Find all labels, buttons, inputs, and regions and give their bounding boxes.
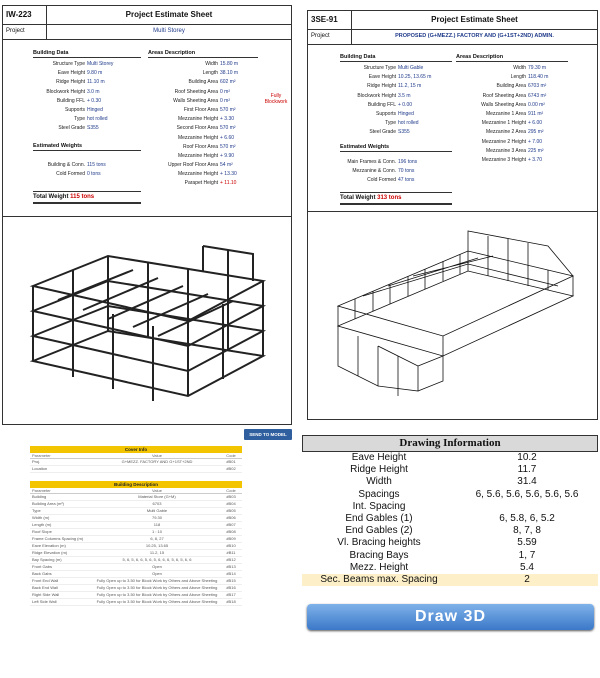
data-row bbox=[33, 170, 141, 179]
row-value: 0.00 m² bbox=[528, 101, 545, 108]
drawing-info-row bbox=[302, 476, 598, 488]
drawing-info-value[interactable]: 6, 5.6, 5.6, 5.6, 5.6, 5.6 bbox=[475, 488, 579, 500]
data-row bbox=[33, 78, 141, 87]
table-cell: 6, 8, 27 bbox=[150, 536, 164, 541]
row-value: + 13.30 bbox=[220, 171, 237, 178]
project-value: PROPOSED (G+MEZZ.) FACTORY AND (G+1ST+2ND) ADMIN. bbox=[395, 33, 554, 39]
project-value: Multi Storey bbox=[153, 28, 185, 34]
total-weight: Total Weight 313 tons bbox=[340, 192, 452, 205]
row-value: 9.80 m bbox=[87, 70, 103, 77]
data-row bbox=[33, 161, 141, 170]
table-row bbox=[30, 543, 242, 550]
table-row bbox=[30, 557, 242, 564]
table-cell: Left Side Wall bbox=[32, 599, 57, 604]
row-label: First Floor Area bbox=[183, 106, 218, 113]
table-row bbox=[30, 529, 242, 536]
table-cell: 79.30 bbox=[151, 515, 162, 520]
row-label: Type bbox=[385, 120, 396, 127]
data-row bbox=[148, 78, 258, 87]
data-row bbox=[456, 64, 568, 73]
drawing-info-label: Ridge Height bbox=[350, 464, 408, 476]
row-value: 115 tons bbox=[87, 162, 106, 168]
table-cell: #B17 bbox=[226, 592, 236, 597]
row-label: Blockwork Height bbox=[357, 92, 396, 99]
draw-3d-button[interactable]: Draw 3D bbox=[307, 604, 594, 630]
row-label: Mezzanine Height bbox=[177, 171, 218, 178]
row-value: hot rolled bbox=[398, 120, 419, 127]
data-row bbox=[340, 110, 452, 119]
building-data-header: Building Data bbox=[33, 50, 141, 58]
areas-header: Areas Description bbox=[456, 54, 568, 62]
table-cell: G+MEZZ. FACTORY AND G+1ST+2ND bbox=[121, 459, 193, 464]
drawing-information-panel bbox=[302, 435, 598, 586]
row-label: Structure Type bbox=[52, 61, 85, 67]
table-cell: Back Gabs bbox=[32, 571, 52, 576]
drawing-info-label: Mezz. Height bbox=[349, 561, 409, 573]
data-row bbox=[456, 73, 568, 82]
table-cell: Location bbox=[32, 466, 48, 471]
row-label: Cold Formed bbox=[56, 171, 85, 178]
row-label: Width bbox=[205, 61, 218, 67]
row-value: 602 m² bbox=[220, 79, 236, 86]
data-row bbox=[148, 134, 258, 143]
row-label: Mezzanine 2 Height bbox=[481, 138, 526, 145]
total-weight: Total Weight 115 tons bbox=[33, 191, 141, 204]
row-label: Mezzanine Height bbox=[177, 116, 218, 123]
table-cell: Fully Open up to 3.50 for Block Work by Others and Above Sheeting bbox=[96, 592, 218, 597]
data-row bbox=[33, 88, 141, 97]
row-label: Steel Grade bbox=[58, 125, 85, 132]
row-label: Upper Roof Floor Area bbox=[167, 162, 218, 169]
row-label: Main Frames & Conn. bbox=[347, 159, 396, 165]
table-cell: #B06 bbox=[226, 515, 236, 520]
right-estimate-sheet bbox=[307, 10, 598, 420]
fully-blockwork-note: Fully Blockwork bbox=[264, 93, 288, 105]
data-row bbox=[340, 176, 452, 185]
table-cell: #B02 bbox=[226, 466, 236, 471]
project-row bbox=[3, 25, 291, 40]
row-label: Walls Sheeting Area bbox=[173, 97, 218, 104]
data-row bbox=[33, 69, 141, 78]
building-data-section bbox=[340, 54, 452, 138]
weights-section bbox=[340, 144, 452, 205]
table-cell: Open bbox=[152, 571, 162, 576]
row-label: Building & Conn. bbox=[47, 162, 85, 168]
row-label: Length bbox=[202, 70, 218, 77]
row-value: S355 bbox=[87, 125, 99, 132]
table-row bbox=[30, 508, 242, 515]
data-row bbox=[340, 158, 452, 167]
table-row bbox=[30, 578, 242, 585]
table-cell: Roof Slope bbox=[32, 529, 52, 534]
data-row bbox=[33, 106, 141, 115]
row-value: 225 m² bbox=[528, 147, 544, 154]
table-cell bbox=[94, 466, 220, 472]
cover-info-title: Cover Info bbox=[30, 446, 242, 453]
drawing-info-value[interactable]: 2 bbox=[524, 573, 530, 585]
drawing-info-row bbox=[302, 501, 598, 513]
data-row bbox=[148, 179, 258, 188]
row-label: Mezzanine Height bbox=[177, 134, 218, 141]
row-label: Mezzanine 3 Height bbox=[481, 156, 526, 163]
data-row bbox=[148, 170, 258, 179]
cover-info-sheet bbox=[30, 446, 242, 606]
row-value: 0 m² bbox=[220, 97, 230, 104]
table-cell: Bay Spacing (m) bbox=[32, 557, 62, 562]
data-row bbox=[148, 97, 258, 106]
data-row bbox=[456, 82, 568, 91]
project-label: Project bbox=[308, 30, 352, 44]
table-cell: #B15 bbox=[226, 578, 236, 583]
row-label: Mezzanine Height bbox=[177, 152, 218, 159]
drawing-info-value[interactable]: 1, 7 bbox=[518, 549, 536, 561]
table-cell: Open bbox=[152, 564, 162, 569]
row-label: Length bbox=[510, 74, 526, 81]
drawing-info-label: End Gables (2) bbox=[345, 525, 413, 537]
table-cell: Ridge Elevation (m) bbox=[32, 550, 68, 555]
table-row bbox=[30, 599, 242, 606]
row-value: + 11.10 bbox=[220, 180, 237, 187]
row-label: Eave Height bbox=[57, 70, 85, 77]
row-value: 47 tons bbox=[398, 177, 415, 184]
data-row bbox=[33, 60, 141, 69]
data-row bbox=[340, 73, 452, 82]
data-row bbox=[148, 69, 258, 78]
building-description-columns: Parameter Value Code bbox=[30, 488, 242, 494]
data-row bbox=[340, 167, 452, 176]
row-value: Hinged bbox=[87, 106, 103, 113]
row-value: + 0.00 bbox=[398, 101, 413, 108]
drawing-info-value[interactable]: 6, 5.8, 6, 5.2 bbox=[499, 512, 555, 524]
row-value: 70 tons bbox=[398, 168, 415, 175]
drawing-info-row bbox=[302, 525, 598, 537]
table-cell: #B10 bbox=[226, 543, 236, 548]
weights-section bbox=[33, 143, 141, 204]
row-value: 118.40 m bbox=[528, 74, 549, 81]
sheet-header bbox=[3, 6, 291, 25]
data-row bbox=[340, 101, 452, 110]
row-value: 570 m² bbox=[220, 106, 236, 113]
table-cell: Building bbox=[32, 494, 47, 499]
row-label: Building Area bbox=[188, 79, 218, 86]
table-row bbox=[30, 564, 242, 571]
data-row bbox=[340, 119, 452, 128]
areas-section bbox=[456, 54, 568, 165]
table-row bbox=[30, 592, 242, 599]
table-row bbox=[30, 522, 242, 529]
areas-header: Areas Description bbox=[148, 50, 258, 58]
data-row bbox=[33, 115, 141, 124]
table-cell: #B08 bbox=[226, 529, 236, 534]
table-cell: 1 : 10 bbox=[151, 529, 162, 534]
row-value: 196 tons bbox=[398, 159, 418, 165]
table-cell: #B07 bbox=[226, 522, 236, 527]
table-cell: 11.2, 15 bbox=[149, 550, 165, 555]
sheet-code: 3SE-91 bbox=[308, 11, 352, 29]
row-value: + 3.30 bbox=[220, 116, 235, 123]
data-row bbox=[148, 152, 258, 161]
table-cell: #B16 bbox=[226, 585, 236, 590]
table-cell: 6703 bbox=[152, 501, 162, 506]
drawing-info-row bbox=[302, 537, 598, 549]
drawing-info-value[interactable]: 8, 7, 8 bbox=[513, 525, 541, 537]
row-label: Roof Sheeting Area bbox=[482, 92, 526, 99]
row-value: + 6.00 bbox=[528, 120, 543, 127]
row-value: 11.10 m bbox=[87, 79, 105, 86]
table-cell: Eave Elevation (m) bbox=[32, 543, 66, 548]
row-value: S355 bbox=[398, 129, 410, 136]
table-cell: Fully Open up to 3.50 for Block Work by Others and Above Sheeting bbox=[96, 578, 218, 583]
table-cell: Material Store (G+M) bbox=[138, 494, 176, 499]
table-cell: Right Side Wall bbox=[32, 592, 60, 597]
row-label: Type bbox=[74, 116, 85, 123]
data-row bbox=[33, 124, 141, 133]
table-cell: Type bbox=[32, 508, 41, 513]
drawing-info-label: Spacings bbox=[358, 488, 400, 500]
row-value: + 0.30 bbox=[87, 97, 102, 104]
table-cell: #B18 bbox=[226, 599, 236, 604]
row-label: Mezzanine & Conn. bbox=[352, 168, 396, 175]
table-cell: #B14 bbox=[226, 571, 236, 576]
drawing-info-row bbox=[302, 464, 598, 476]
row-value: 3.0 m bbox=[87, 88, 100, 95]
weights-header: Estimated Weights bbox=[33, 143, 141, 151]
drawing-info-label: End Gables (1) bbox=[345, 512, 413, 524]
table-cell: Front End Wall bbox=[32, 578, 59, 583]
table-cell: Length (m) bbox=[32, 522, 52, 527]
row-label: Steel Grade bbox=[369, 129, 396, 136]
table-cell: #B13 bbox=[226, 564, 236, 569]
drawing-info-value[interactable] bbox=[456, 501, 598, 513]
sheet-code: IW-223 bbox=[3, 6, 47, 24]
row-label: Mezzanine 1 Area bbox=[485, 110, 526, 117]
data-row bbox=[340, 128, 452, 137]
table-cell: Fully Open up to 3.50 for Block Work by Others and Above Sheeting bbox=[96, 599, 218, 604]
data-row bbox=[456, 138, 568, 147]
data-row bbox=[456, 110, 568, 119]
row-label: Building FFL bbox=[367, 101, 396, 108]
row-label: Walls Sheeting Area bbox=[481, 101, 526, 108]
building-data-section bbox=[33, 50, 141, 134]
row-label: Roof Sheeting Area bbox=[174, 88, 218, 95]
row-label: Structure Type bbox=[363, 65, 396, 71]
table-cell: #B12 bbox=[226, 557, 236, 562]
drawing-info-value[interactable]: 5.4 bbox=[520, 561, 534, 573]
building-data-header: Building Data bbox=[340, 54, 452, 62]
row-value: 3.5 m bbox=[398, 92, 411, 99]
row-value: 38.10 m bbox=[220, 70, 239, 77]
drawing-info-row bbox=[302, 562, 598, 574]
row-label: Eave Height bbox=[368, 74, 396, 81]
table-cell: 5, 6, 5, 6, 6, 5, 6, 5, 6, 6, 6, 5, 6, 5, 6, 6 bbox=[122, 557, 192, 562]
sheet-title: Project Estimate Sheet bbox=[431, 15, 518, 24]
table-row bbox=[30, 494, 242, 501]
project-row bbox=[308, 30, 597, 45]
data-row bbox=[33, 97, 141, 106]
data-row bbox=[456, 128, 568, 137]
table-cell: Multi Gable bbox=[146, 508, 168, 513]
row-value: 15.80 m bbox=[220, 61, 239, 67]
row-label: Building FFL bbox=[56, 97, 85, 104]
data-row bbox=[456, 147, 568, 156]
row-value: 0 m² bbox=[220, 88, 230, 95]
data-row bbox=[148, 88, 258, 97]
table-cell: Frame Columns Spacing (m) bbox=[32, 536, 84, 541]
table-cell: #B01 bbox=[226, 459, 236, 464]
table-cell: Width (m) bbox=[32, 515, 50, 520]
row-value: Multi Gable bbox=[398, 65, 424, 71]
sheet-header bbox=[308, 11, 597, 30]
row-label: Width bbox=[513, 65, 526, 71]
drawing-info-value[interactable]: 10.2 bbox=[517, 452, 537, 463]
row-label: Mezzanine 1 Height bbox=[481, 120, 526, 127]
left-estimate-sheet bbox=[2, 5, 292, 425]
drawing-info-label: Vl. Bracing heights bbox=[337, 537, 421, 549]
row-value: 0 tons bbox=[87, 171, 101, 178]
row-label: Ridge Height bbox=[56, 79, 85, 86]
drawing-info-value[interactable]: 31.4 bbox=[517, 476, 537, 488]
drawing-info-row bbox=[302, 489, 598, 501]
building-description-title: Building Description bbox=[30, 481, 242, 488]
drawing-info-value[interactable]: 11.7 bbox=[517, 464, 537, 476]
data-row bbox=[148, 106, 258, 115]
table-cell: Front Gabs bbox=[32, 564, 53, 569]
drawing-info-row bbox=[302, 452, 598, 464]
row-label: Blockwork Height bbox=[46, 88, 85, 95]
row-value: 570 m² bbox=[220, 125, 236, 132]
row-label: Parapet Height bbox=[184, 180, 218, 187]
table-cell: Proj. bbox=[32, 459, 41, 464]
row-value: Multi Storey bbox=[87, 61, 114, 67]
row-label: Supports bbox=[375, 110, 396, 117]
row-value: 79.30 m bbox=[528, 65, 547, 71]
sheet-title: Project Estimate Sheet bbox=[125, 10, 213, 19]
data-row bbox=[340, 82, 452, 91]
row-value: 295 m² bbox=[528, 129, 544, 136]
multi-storey-3d-model bbox=[13, 226, 283, 416]
data-row bbox=[148, 60, 258, 69]
data-row bbox=[456, 101, 568, 110]
data-row bbox=[340, 64, 452, 73]
row-label: Ridge Height bbox=[367, 83, 396, 90]
row-label: Supports bbox=[64, 106, 85, 113]
drawing-info-label: Int. Spacing bbox=[352, 500, 406, 512]
row-value: 911 m² bbox=[528, 110, 544, 117]
weights-header: Estimated Weights bbox=[340, 144, 452, 152]
drawing-info-label: Sec. Beams max. Spacing bbox=[320, 573, 438, 585]
data-row bbox=[456, 119, 568, 128]
row-value: + 6.60 bbox=[220, 134, 235, 141]
table-cell: 10.25, 13.65 bbox=[145, 543, 169, 548]
data-row bbox=[148, 115, 258, 124]
row-value: hot rolled bbox=[87, 116, 108, 123]
drawing-information-title: Drawing Information bbox=[302, 435, 598, 452]
drawing-info-value[interactable]: 5.59 bbox=[517, 537, 537, 549]
table-row bbox=[30, 550, 242, 557]
row-value: 6703 m² bbox=[528, 83, 547, 90]
row-value: 6743 m² bbox=[528, 92, 547, 99]
row-value: 10.25, 13.65 m bbox=[398, 74, 432, 81]
row-value: Hinged bbox=[398, 110, 414, 117]
data-row bbox=[148, 161, 258, 170]
row-value: 570 m² bbox=[220, 143, 236, 150]
data-row bbox=[148, 124, 258, 133]
data-row bbox=[148, 143, 258, 152]
data-row bbox=[340, 92, 452, 101]
table-cell: #B03 bbox=[226, 494, 236, 499]
drawing-info-row bbox=[302, 513, 598, 525]
drawing-info-label: Width bbox=[366, 476, 392, 488]
row-label: Building Area bbox=[496, 83, 526, 90]
send-to-model-button[interactable]: SEND TO MODEL bbox=[244, 429, 292, 440]
drawing-info-label: Eave Height bbox=[351, 452, 407, 463]
project-label: Project bbox=[3, 25, 47, 39]
drawing-info-row bbox=[302, 574, 598, 586]
row-value: + 9.90 bbox=[220, 152, 235, 159]
table-cell: #B11 bbox=[226, 550, 236, 555]
row-value: + 3.70 bbox=[528, 156, 543, 163]
cover-info-columns: Parameter Value Code bbox=[30, 453, 242, 459]
table-row bbox=[30, 459, 242, 466]
table-row bbox=[30, 536, 242, 543]
row-label: Cold Formed bbox=[367, 177, 396, 184]
table-cell: Building Area (m²) bbox=[32, 501, 65, 506]
row-label: Second Floor Area bbox=[176, 125, 218, 132]
table-row bbox=[30, 501, 242, 508]
row-value: 11.2, 15 m bbox=[398, 83, 422, 90]
table-cell: #B04 bbox=[226, 501, 236, 506]
table-row bbox=[30, 585, 242, 592]
drawing-info-row bbox=[302, 550, 598, 562]
table-cell: Fully Open up to 3.50 for Block Work by Others and Above Sheeting bbox=[96, 585, 218, 590]
table-cell: Back End Wall bbox=[32, 585, 58, 590]
table-row bbox=[30, 571, 242, 578]
table-row bbox=[30, 515, 242, 522]
table-row bbox=[30, 466, 242, 473]
row-label: Mezzanine 2 Area bbox=[485, 129, 526, 136]
multi-gable-3d-model bbox=[318, 216, 588, 411]
data-row bbox=[456, 156, 568, 165]
row-label: Roof Floor Area bbox=[182, 143, 218, 150]
table-cell: 118 bbox=[153, 522, 161, 527]
drawing-info-label: Bracing Bays bbox=[349, 549, 409, 561]
row-value: 54 m² bbox=[220, 162, 233, 169]
table-cell: #B05 bbox=[226, 508, 236, 513]
row-label: Mezzanine 3 Area bbox=[485, 147, 526, 154]
row-value: + 7.00 bbox=[528, 138, 543, 145]
table-cell: #B09 bbox=[226, 536, 236, 541]
areas-section bbox=[148, 50, 258, 189]
data-row bbox=[456, 92, 568, 101]
